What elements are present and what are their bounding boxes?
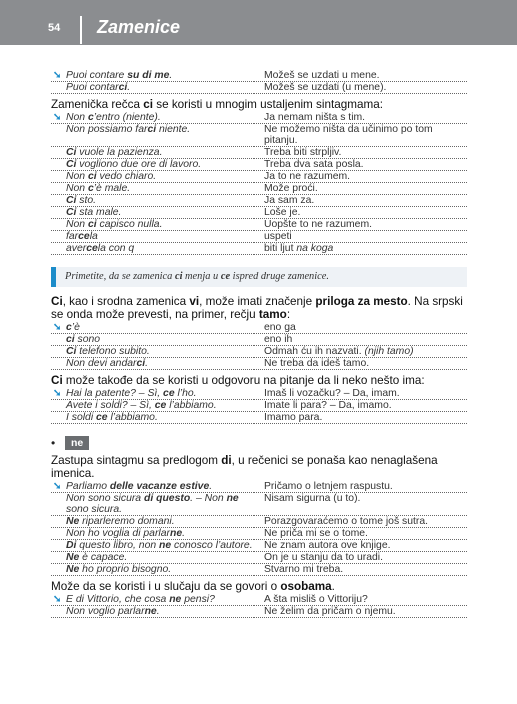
- example-table: [51, 388, 467, 424]
- ne-badge: ne: [65, 436, 89, 450]
- serbian-translation: Imaš li vozačku? – Da, imam.: [254, 388, 467, 400]
- example-row: [51, 243, 467, 255]
- serbian-translation: Ne treba da ideš tamo.: [254, 358, 467, 370]
- example-row: [51, 346, 467, 358]
- serbian-translation: Ne priča mi se o tome.: [254, 528, 467, 540]
- example-row: [51, 112, 467, 124]
- serbian-translation: Treba biti strpljiv.: [254, 147, 467, 159]
- serbian-translation: Porazgovaraćemo o tome još sutra.: [254, 516, 467, 528]
- example-row: [51, 219, 467, 231]
- example-table: [51, 322, 467, 370]
- serbian-translation: On je u stanju da to uradi.: [254, 552, 467, 564]
- italian-example: Ci vuole la pazienza.: [51, 147, 254, 159]
- arrow-down-right-icon: ➘: [53, 70, 62, 81]
- example-row: [51, 231, 467, 243]
- serbian-translation: Može proći.: [254, 183, 467, 195]
- serbian-translation: Ne možemo ništa da učinimo po tom pitanju.: [254, 124, 467, 147]
- page-header: [0, 0, 517, 45]
- example-table: [51, 594, 467, 618]
- italian-example: ➘ c’è: [51, 322, 254, 334]
- italian-example: Non sono sicura di questo. – Non ne sono sicura.: [51, 493, 254, 516]
- page-content: [51, 70, 467, 618]
- example-row: [51, 322, 467, 334]
- example-row: [51, 207, 467, 219]
- italian-example: Ci vogliono due ore di lavoro.: [51, 159, 254, 171]
- section-heading: Ci može takođe da se koristi u odgovoru na pitanje da li neko nešto ima:: [51, 374, 425, 387]
- example-row: [51, 334, 467, 346]
- serbian-translation: Nisam sigurna (u to).: [254, 493, 467, 516]
- italian-example: Ci sta male.: [51, 207, 254, 219]
- example-row: [51, 70, 467, 82]
- example-row: [51, 388, 467, 400]
- serbian-translation: Ja sam za.: [254, 195, 467, 207]
- example-row: [51, 594, 467, 606]
- section-heading: Zastupa sintagmu sa predlogom di, u rečenici se ponaša kao nenaglašena imenica.: [51, 454, 438, 480]
- page-number: 54: [48, 22, 61, 34]
- serbian-translation: Pričamo o letnjem raspustu.: [254, 481, 467, 493]
- italian-example: Non ci capisco nulla.: [51, 219, 254, 231]
- example-row: [51, 171, 467, 183]
- italian-example: Non ho voglia di parlarne.: [51, 528, 254, 540]
- italian-example: Ne ho proprio bisogno.: [51, 564, 254, 576]
- example-row: [51, 540, 467, 552]
- serbian-translation: eno ga: [254, 322, 467, 334]
- italian-example: avercela con q: [51, 243, 254, 255]
- example-table: [51, 112, 467, 255]
- arrow-down-right-icon: ➘: [53, 112, 62, 123]
- serbian-translation: Ne želim da pričam o njemu.: [254, 606, 467, 618]
- serbian-translation: Loše je.: [254, 207, 467, 219]
- arrow-down-right-icon: ➘: [53, 481, 62, 492]
- italian-example: Non possiamo farci niente.: [51, 124, 254, 147]
- example-table: [51, 70, 467, 94]
- section-heading: Ci, kao i srodna zamenica vi, može imati značenje priloga za mesto. Na srpski se onda može prevesti, na primer, rečju tamo:: [51, 295, 463, 321]
- serbian-translation: Možeš se uzdati u mene.: [254, 70, 467, 82]
- italian-example: I soldi ce l’abbiamo.: [51, 412, 254, 424]
- chapter-title: Zamenice: [97, 17, 181, 37]
- serbian-translation: eno ih: [254, 334, 467, 346]
- note-box: Primetite, da se zamenica ci menja u ce ispred druge zamenice.: [51, 267, 467, 287]
- example-row: [51, 358, 467, 370]
- example-row: [51, 159, 467, 171]
- example-row: [51, 493, 467, 516]
- italian-example: Ne riparleremo domani.: [51, 516, 254, 528]
- italian-example: Avete i soldi? – Sì, ce l’abbiamo.: [51, 400, 254, 412]
- example-row: [51, 183, 467, 195]
- italian-example: Non c’è male.: [51, 183, 254, 195]
- serbian-translation: Treba dva sata posla.: [254, 159, 467, 171]
- italian-example: Ne è capace.: [51, 552, 254, 564]
- serbian-translation: uspeti: [254, 231, 467, 243]
- italian-example: Puoi contarci.: [51, 82, 254, 94]
- bullet-icon: •: [51, 436, 56, 450]
- italian-example: ➘ Parliamo delle vacanze estive.: [51, 481, 254, 493]
- italian-example: ➘ E di Vittorio, che cosa ne pensi?: [51, 594, 254, 606]
- example-row: [51, 412, 467, 424]
- serbian-translation: Ja nemam ništa s tim.: [254, 112, 467, 124]
- serbian-translation: biti ljut na koga: [254, 243, 467, 255]
- italian-example: farcela: [51, 231, 254, 243]
- italian-example: Non voglio parlarne.: [51, 606, 254, 618]
- italian-example: ➘ Hai la patente? – Sì, ce l’ho.: [51, 388, 254, 400]
- example-row: [51, 606, 467, 618]
- example-row: [51, 516, 467, 528]
- example-row: [51, 195, 467, 207]
- section-heading: Može da se koristi i u slučaju da se govori o osobama.: [51, 580, 335, 593]
- italian-example: Ci sto.: [51, 195, 254, 207]
- italian-example: ➘ Non c’entro (niente).: [51, 112, 254, 124]
- example-row: [51, 481, 467, 493]
- serbian-translation: Odmah ću ih nazvati. (njih tamo): [254, 346, 467, 358]
- example-row: [51, 552, 467, 564]
- italian-example: ci sono: [51, 334, 254, 346]
- section-heading: Zamenička rečca ci se koristi u mnogim ustaljenim sintagmama:: [51, 98, 383, 111]
- italian-example: Non ci vedo chiaro.: [51, 171, 254, 183]
- example-row: [51, 147, 467, 159]
- serbian-translation: Ja to ne razumem.: [254, 171, 467, 183]
- italian-example: Ci telefono subito.: [51, 346, 254, 358]
- example-row: [51, 82, 467, 94]
- serbian-translation: Uopšte to ne razumem.: [254, 219, 467, 231]
- ne-subsection-title: [51, 436, 467, 450]
- example-row: [51, 528, 467, 540]
- arrow-down-right-icon: ➘: [53, 594, 62, 605]
- arrow-down-right-icon: ➘: [53, 322, 62, 333]
- serbian-translation: Ne znam autora ove knjige.: [254, 540, 467, 552]
- example-row: [51, 400, 467, 412]
- example-row: [51, 564, 467, 576]
- italian-example: Di questo libro, non ne conosco l’autore.: [51, 540, 254, 552]
- serbian-translation: Imamo para.: [254, 412, 467, 424]
- italian-example: Non devi andarci.: [51, 358, 254, 370]
- serbian-translation: Možeš se uzdati (u mene).: [254, 82, 467, 94]
- example-row: [51, 124, 467, 147]
- header-divider: [80, 16, 82, 44]
- serbian-translation: A šta misliš o Vittoriju?: [254, 594, 467, 606]
- example-table: [51, 481, 467, 576]
- arrow-down-right-icon: ➘: [53, 388, 62, 399]
- italian-example: ➘ Puoi contare su di me.: [51, 70, 254, 82]
- serbian-translation: Imate li para? – Da, imamo.: [254, 400, 467, 412]
- serbian-translation: Stvarno mi treba.: [254, 564, 467, 576]
